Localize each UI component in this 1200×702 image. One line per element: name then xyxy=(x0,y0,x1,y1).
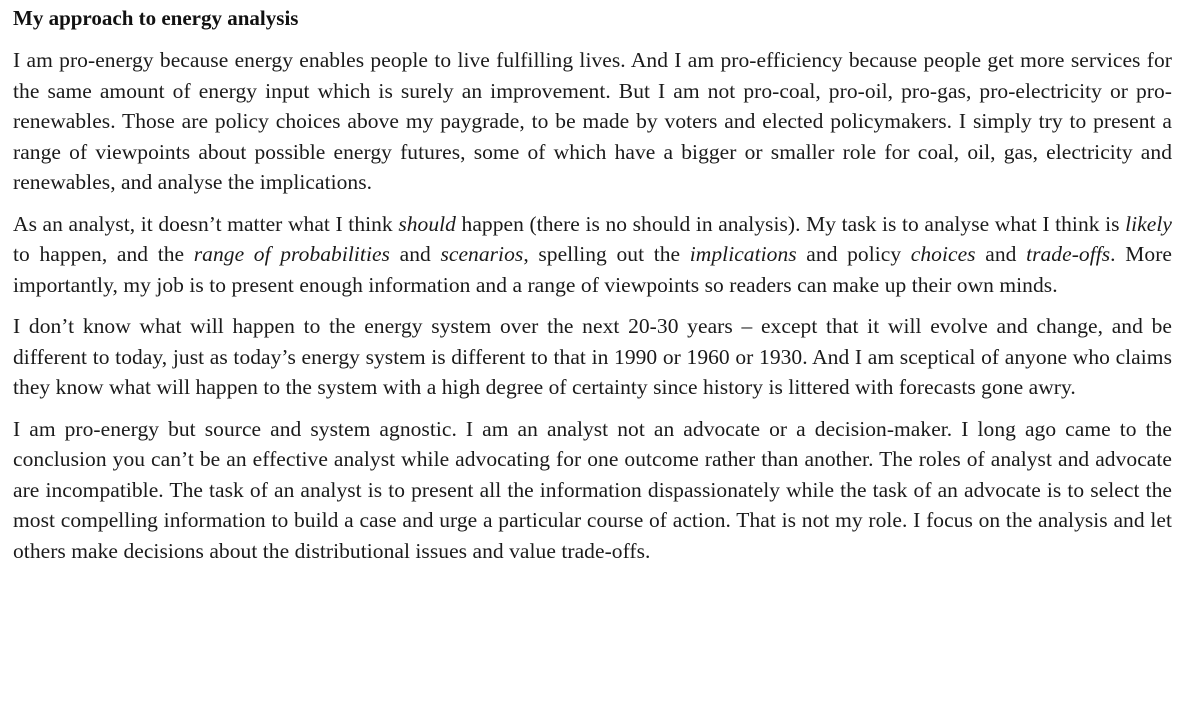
paragraph-text: As an analyst, it doesn’t matter what I think xyxy=(13,211,399,236)
paragraph-text: I don’t know what will happen to the energy system over the next 20-30 years – except that it will evolve and change, and be different to today, just as today’s energy system is different to that in 1990 or 1960 or 1930. And I am sceptical of anyone who claims they know what will happen to the system with a high degree of certainty since history is littered with forecasts gone awry. xyxy=(13,314,1172,399)
paragraph-text: and policy xyxy=(796,242,911,266)
italic-term: implications xyxy=(689,242,797,266)
document-body xyxy=(13,45,1172,566)
paragraph-text: , spelling out the xyxy=(523,242,690,266)
italic-term: should xyxy=(398,211,456,236)
paragraph-2 xyxy=(13,209,1172,301)
paragraph-text: I am pro-energy but source and system agnostic. I am an analyst not an advocate or a decision-maker. I long ago came to the conclusion you can’t be an effective analyst while advocating for one outcome rather than another. The roles of analyst and advocate are incompatible. The task of an analyst is to present all the information dispassionately while the task of an advocate is to select the most compelling information to build a case and urge a particular course of action. That is not my role. I focus on the analysis and let others make decisions about the distributional issues and value trade-offs. xyxy=(13,416,1172,563)
paragraph-text: to happen, and the xyxy=(13,242,194,266)
paragraph-1 xyxy=(13,45,1172,198)
paragraph-3 xyxy=(13,311,1172,403)
italic-term: range of probabilities xyxy=(193,242,390,266)
document-heading: My approach to energy analysis xyxy=(13,6,299,30)
italic-term: trade-offs xyxy=(1026,242,1111,266)
paragraph-text: and xyxy=(975,242,1027,266)
paragraph-4 xyxy=(13,414,1172,567)
italic-term: choices xyxy=(910,242,976,266)
paragraph-text: I am pro-energy because energy enables people to live fulfilling lives. And I am pro-efficiency because people get more services for the same amount of energy input which is surely an improvement. But I am not pro-coal, pro-oil, pro-gas, pro-electricity or pro-renewables. Those are policy choices above my paygrade, to be made by voters and elected policymakers. I simply try to present a range of viewpoints about possible energy futures, some of which have a bigger or smaller role for coal, oil, gas, electricity and renewables, and analyse the implications. xyxy=(13,48,1172,194)
italic-term: scenarios xyxy=(440,242,524,266)
paragraph-text: happen (there is no should in analysis). My task is to analyse what I think is xyxy=(455,211,1126,236)
italic-term: likely xyxy=(1125,211,1172,236)
paragraph-text: . More importantly, my job is to present enough information and a range of viewpoints so readers can make up their own minds. xyxy=(13,242,1172,297)
paragraph-text: and xyxy=(389,242,441,266)
